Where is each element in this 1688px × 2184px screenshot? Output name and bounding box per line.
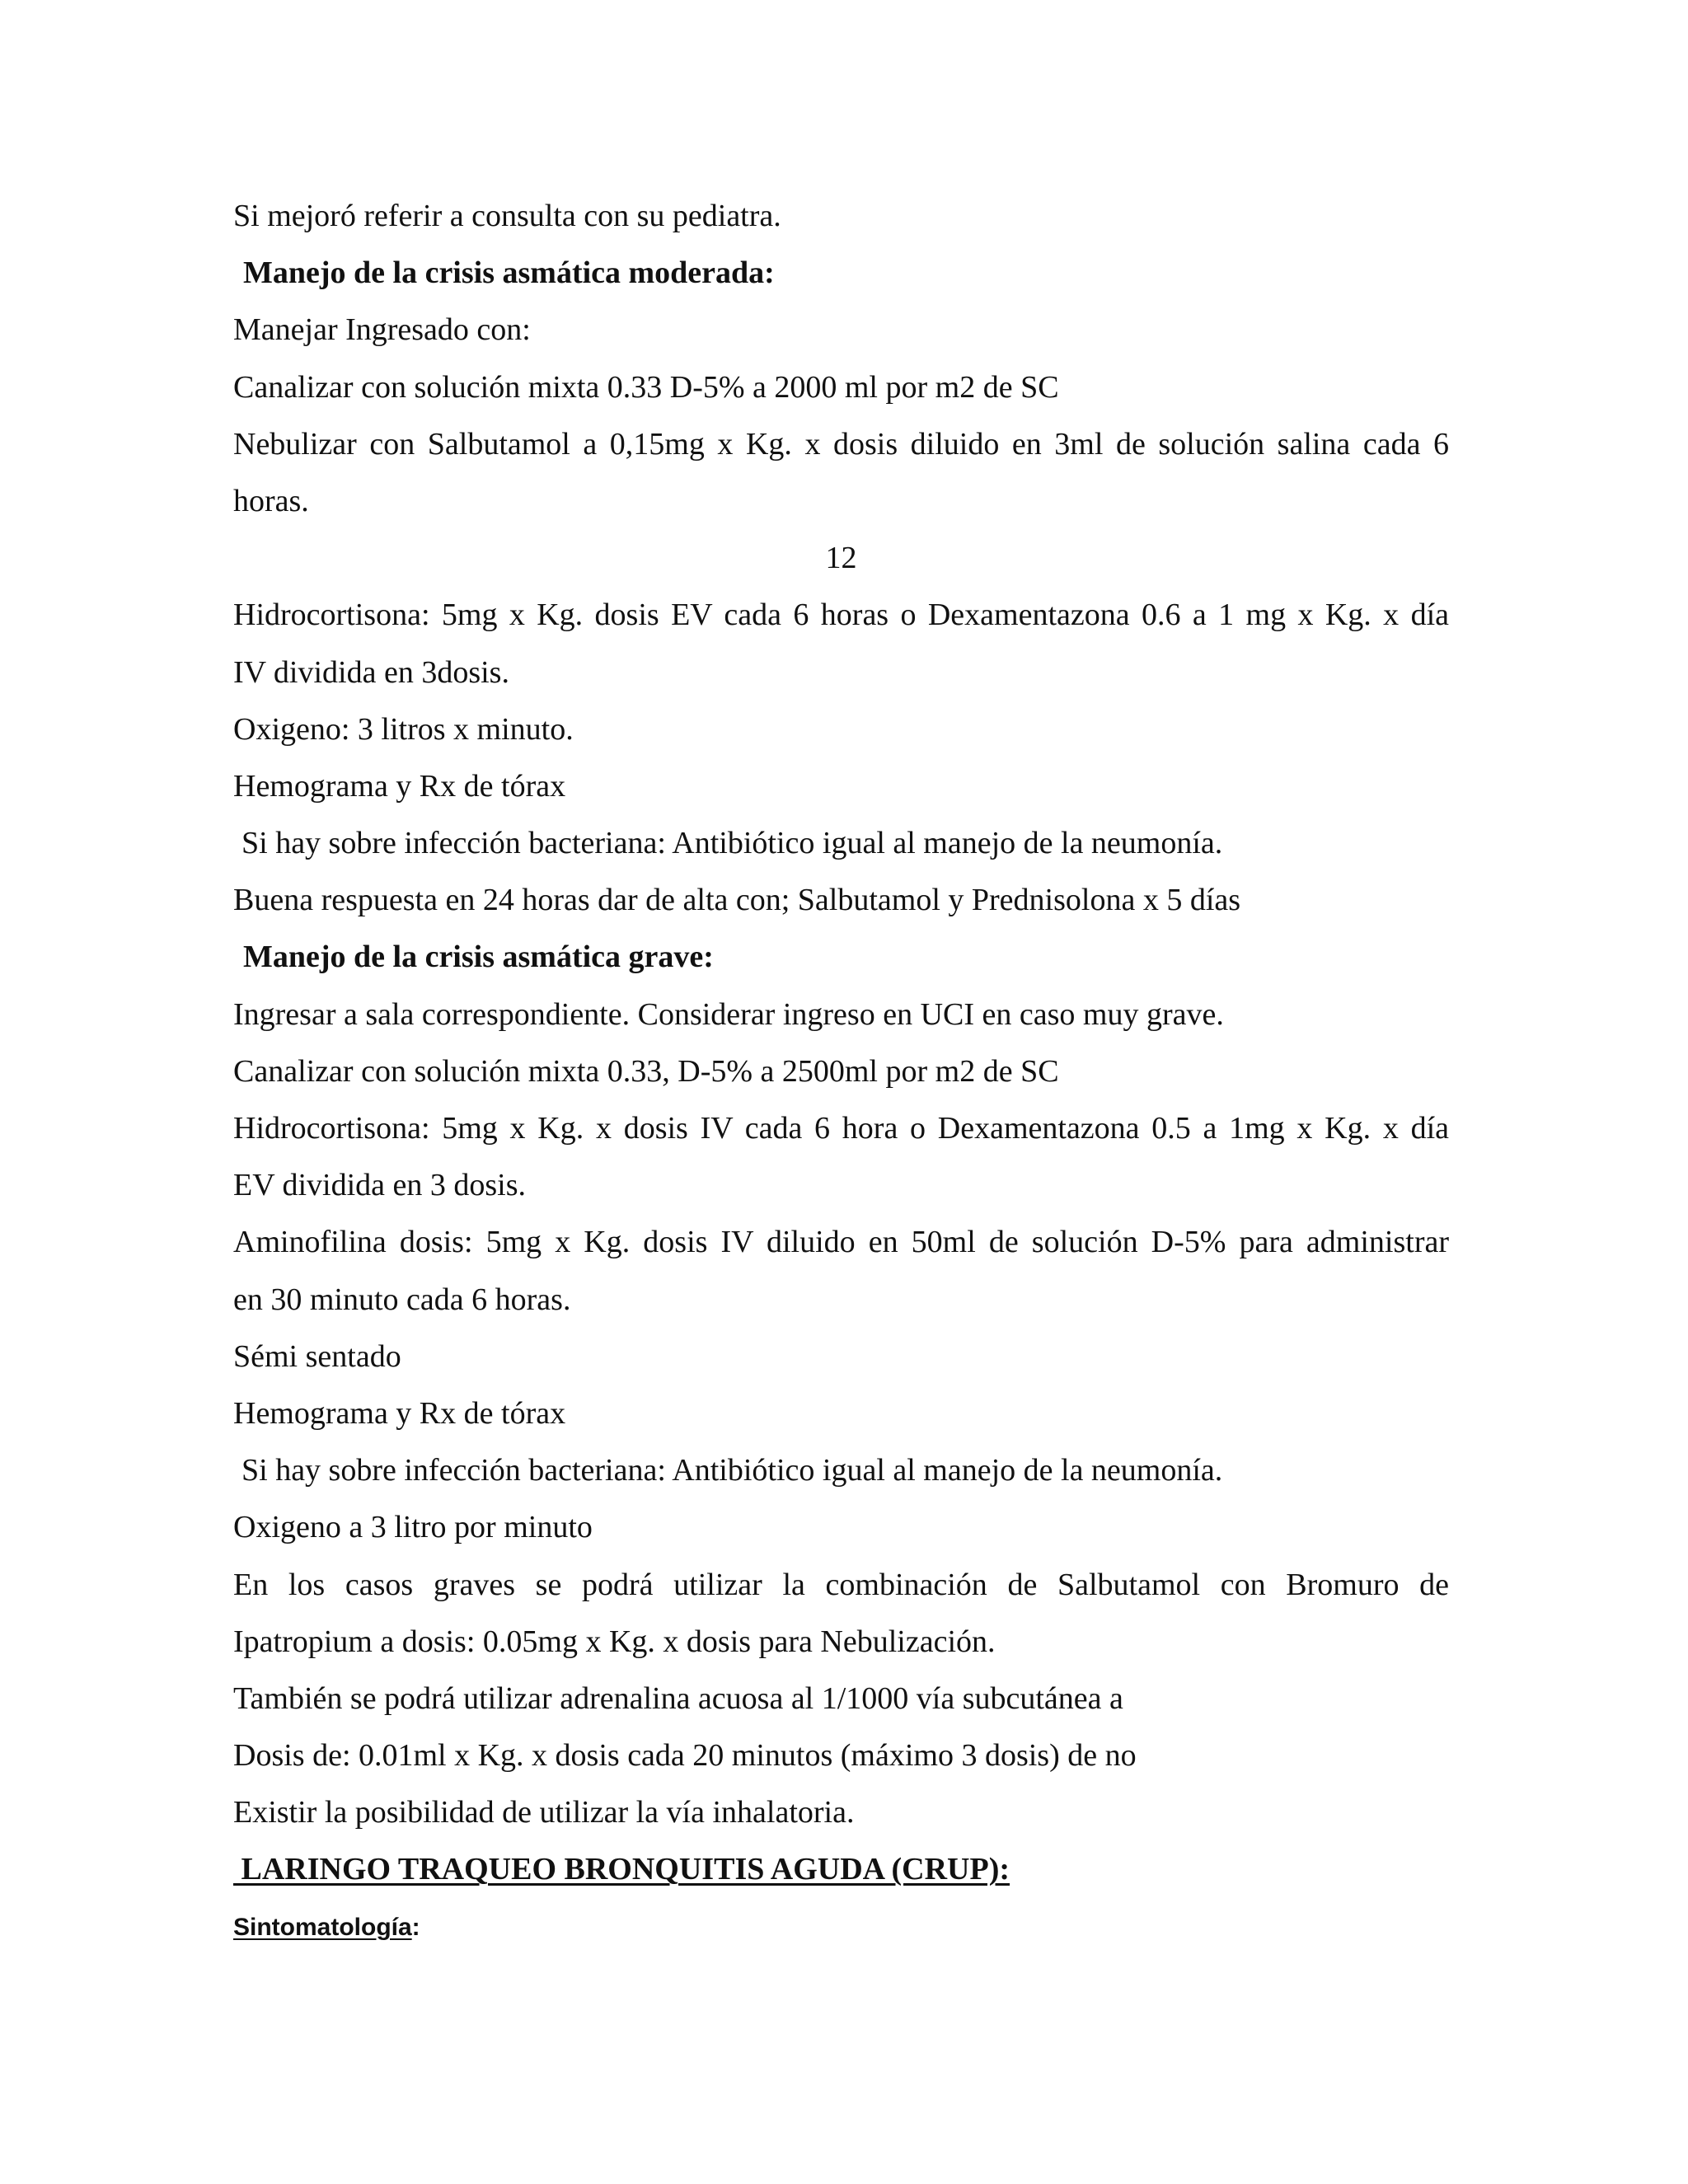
page-number: 12 bbox=[825, 541, 857, 576]
subheading-sintomatologia-text: Sintomatología bbox=[233, 1913, 412, 1941]
text-line: Ipatropium a dosis: 0.05mg x Kg. x dosis para Nebulización. bbox=[233, 1624, 996, 1659]
text-line: Buena respuesta en 24 horas dar de alta con; Salbutamol y Prednisolona x 5 días bbox=[233, 883, 1241, 918]
subheading-sintomatologia bbox=[233, 1899, 1449, 1956]
text-line: Si hay sobre infección bacteriana: Antibiótico igual al manejo de la neumonía. bbox=[241, 1453, 1223, 1488]
section-heading-crup-text: LARINGO TRAQUEO BRONQUITIS AGUDA (CRUP): bbox=[241, 1852, 1010, 1887]
text-line: Aminofilina dosis: 5mg x Kg. dosis IV diluido en 50ml de solución D-5% para administrar bbox=[233, 1225, 1449, 1260]
text-line: Manejar Ingresado con: bbox=[233, 312, 531, 348]
text-line: horas. bbox=[233, 483, 309, 518]
text-line: EV dividida en 3 dosis. bbox=[233, 1168, 527, 1203]
text-line: Oxigeno a 3 litro por minuto bbox=[233, 1510, 593, 1545]
text-line: En los casos graves se podrá utilizar la combinación de Salbutamol con Bromuro de bbox=[233, 1567, 1449, 1602]
text-line: Ingresar a sala correspondiente. Considerar ingreso en UCI en caso muy grave. bbox=[233, 996, 1224, 1032]
text-line: Oxigeno: 3 litros x minuto. bbox=[233, 711, 574, 747]
section-heading-crup bbox=[233, 1841, 1449, 1898]
subheading-colon: : bbox=[411, 1913, 420, 1941]
text-line: Hidrocortisona: 5mg x Kg. x dosis IV cada 6 hora o Dexamentazona 0.5 a 1mg x Kg. x día bbox=[233, 1111, 1449, 1146]
section-heading-moderate: Manejo de la crisis asmática moderada: bbox=[243, 255, 775, 291]
text-line: IV dividida en 3dosis. bbox=[233, 654, 509, 690]
text-line: También se podrá utilizar adrenalina acuosa al 1/1000 vía subcutánea a bbox=[233, 1680, 1123, 1716]
section-heading-severe: Manejo de la crisis asmática grave: bbox=[243, 940, 714, 975]
text-line: Dosis de: 0.01ml x Kg. x dosis cada 20 minutos (máximo 3 dosis) de no bbox=[233, 1738, 1137, 1774]
text-line: Hidrocortisona: 5mg x Kg. dosis EV cada 6 horas o Dexamentazona 0.6 a 1 mg x Kg. x día bbox=[233, 598, 1449, 633]
text-line: en 30 minuto cada 6 horas. bbox=[233, 1282, 571, 1317]
text-line: Hemograma y Rx de tórax bbox=[233, 1395, 566, 1431]
text-line: Existir la posibilidad de utilizar la vía inhalatoria. bbox=[233, 1795, 855, 1830]
document-page bbox=[233, 188, 1449, 1956]
text-line: Hemograma y Rx de tórax bbox=[233, 768, 566, 804]
text-line: Sémi sentado bbox=[233, 1338, 401, 1374]
text-line: Canalizar con solución mixta 0.33, D-5% a 2500ml por m2 de SC bbox=[233, 1053, 1059, 1089]
text-line: Si mejoró referir a consulta con su pediatra. bbox=[233, 199, 781, 233]
text-line: Canalizar con solución mixta 0.33 D-5% a 2000 ml por m2 de SC bbox=[233, 369, 1059, 405]
text-line: Nebulizar con Salbutamol a 0,15mg x Kg. x dosis diluido en 3ml de solución salina cada 6 bbox=[233, 426, 1449, 462]
text-line: Si hay sobre infección bacteriana: Antibiótico igual al manejo de la neumonía. bbox=[241, 826, 1223, 861]
